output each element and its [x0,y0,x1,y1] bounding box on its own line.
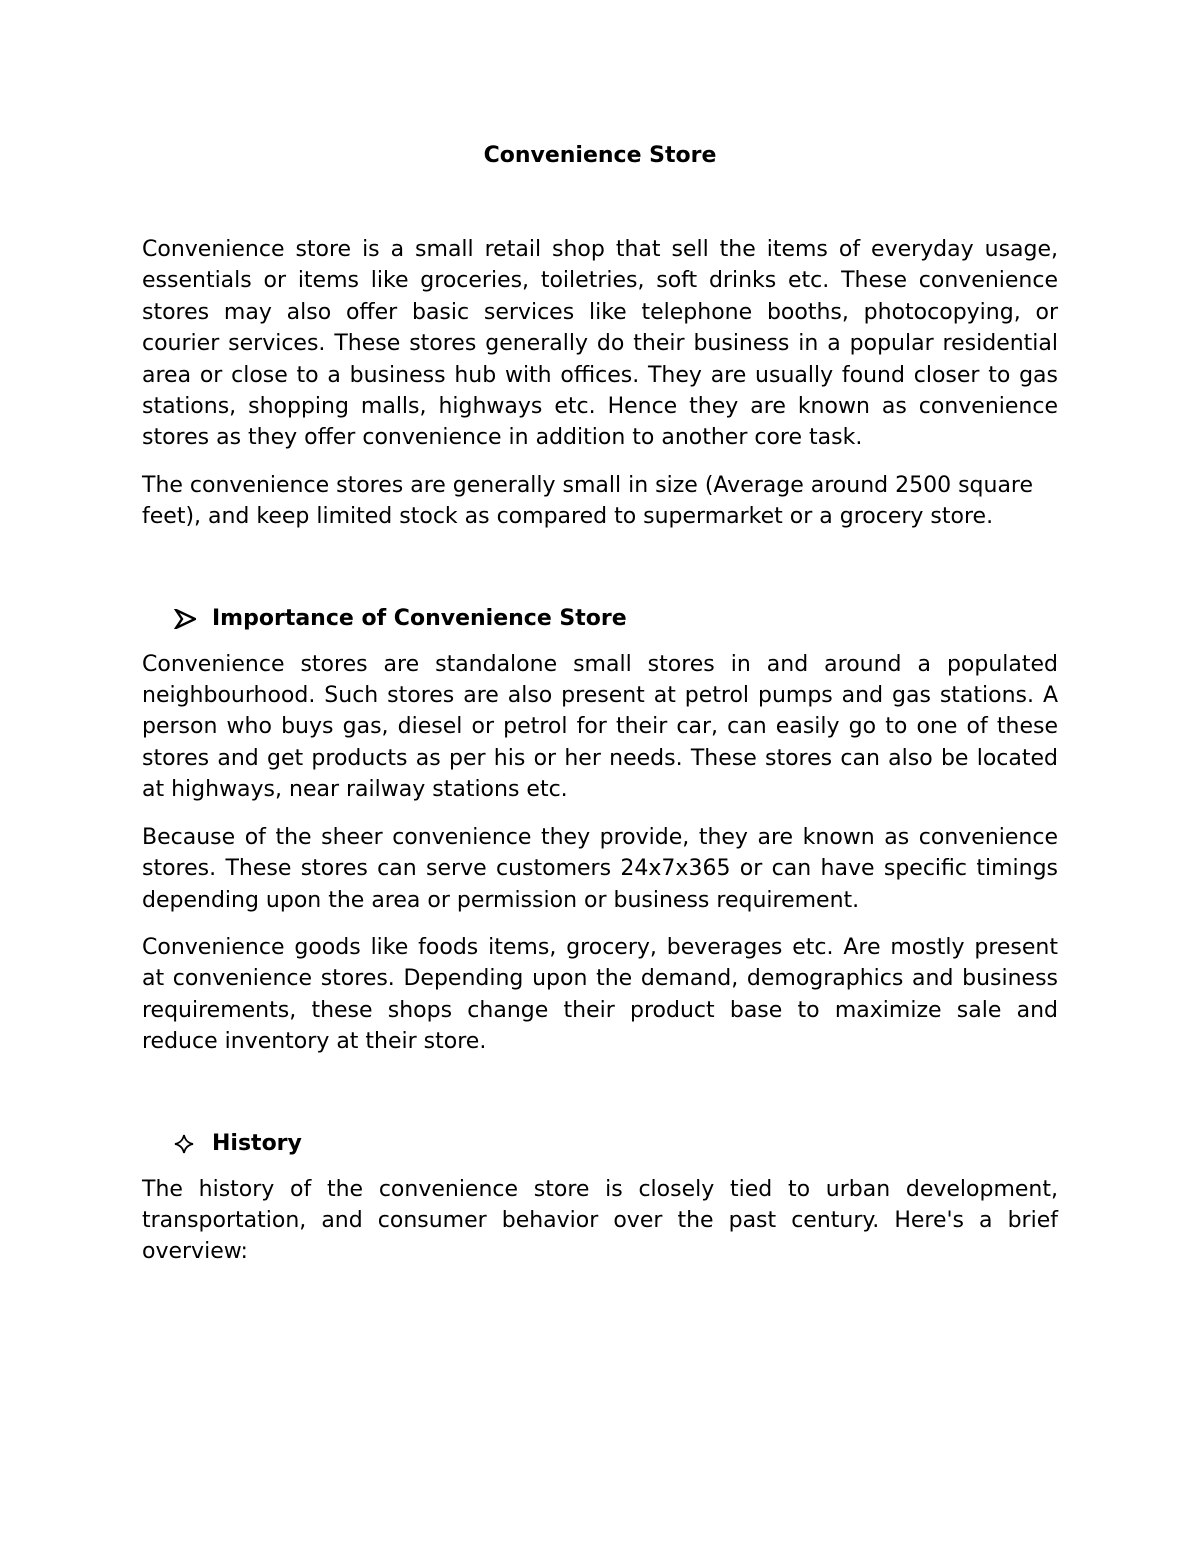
intro-paragraph-1: Convenience store is a small retail shop that sell the items of everyday usage, essentials or items like groceries, toiletries, soft drinks etc. These convenience stores may also offer basic services like telephone booths, photocopying, or courier services. These stores generally do their business in a popular residential area or close to a business hub with offices. They are usually found closer to gas stations, shopping malls, highways etc. Hence they are known as convenience stores as they offer convenience in addition to another core task. [142,237,1058,451]
diamond-bullet-icon [174,1134,212,1154]
document-title: Convenience Store [483,143,717,168]
importance-paragraph-1: Convenience stores are standalone small stores in and around a populated neighbourhood. Such stores are also present at petrol pumps and gas stations. A person who buys gas, diesel or petrol for their car, can easily go to one of these stores and get products as per his or her needs. These stores can also be located at highways, near railway stations etc. [142,651,1058,803]
section-heading-history [174,1128,1058,1160]
intro-paragraph-2: The convenience stores are generally small in size (Average around 2500 square feet), and keep limited stock as compared to supermarket or a grocery store. [142,472,1034,530]
section-heading-importance [174,603,1058,635]
importance-paragraph-2: Because of the sheer convenience they provide, they are known as convenience stores. These stores can serve customers 24x7x365 or can have specific timings depending upon the area or permission or business requirement. [142,824,1058,913]
document-page [142,140,1058,1268]
importance-paragraph-3: Convenience goods like foods items, grocery, beverages etc. Are mostly present at convenience stores. Depending upon the demand, demographics and business requirements, these shops change their product base to maximize sale and reduce inventory at their store. [142,934,1058,1055]
arrowhead-bullet-icon [174,609,212,629]
section-heading-history-label: History [212,1130,302,1156]
section-heading-importance-label: Importance of Convenience Store [212,605,627,631]
history-paragraph-1: The history of the convenience store is closely tied to urban development, transportation, and consumer behavior over the past century. Here's a brief overview: [142,1176,1058,1265]
